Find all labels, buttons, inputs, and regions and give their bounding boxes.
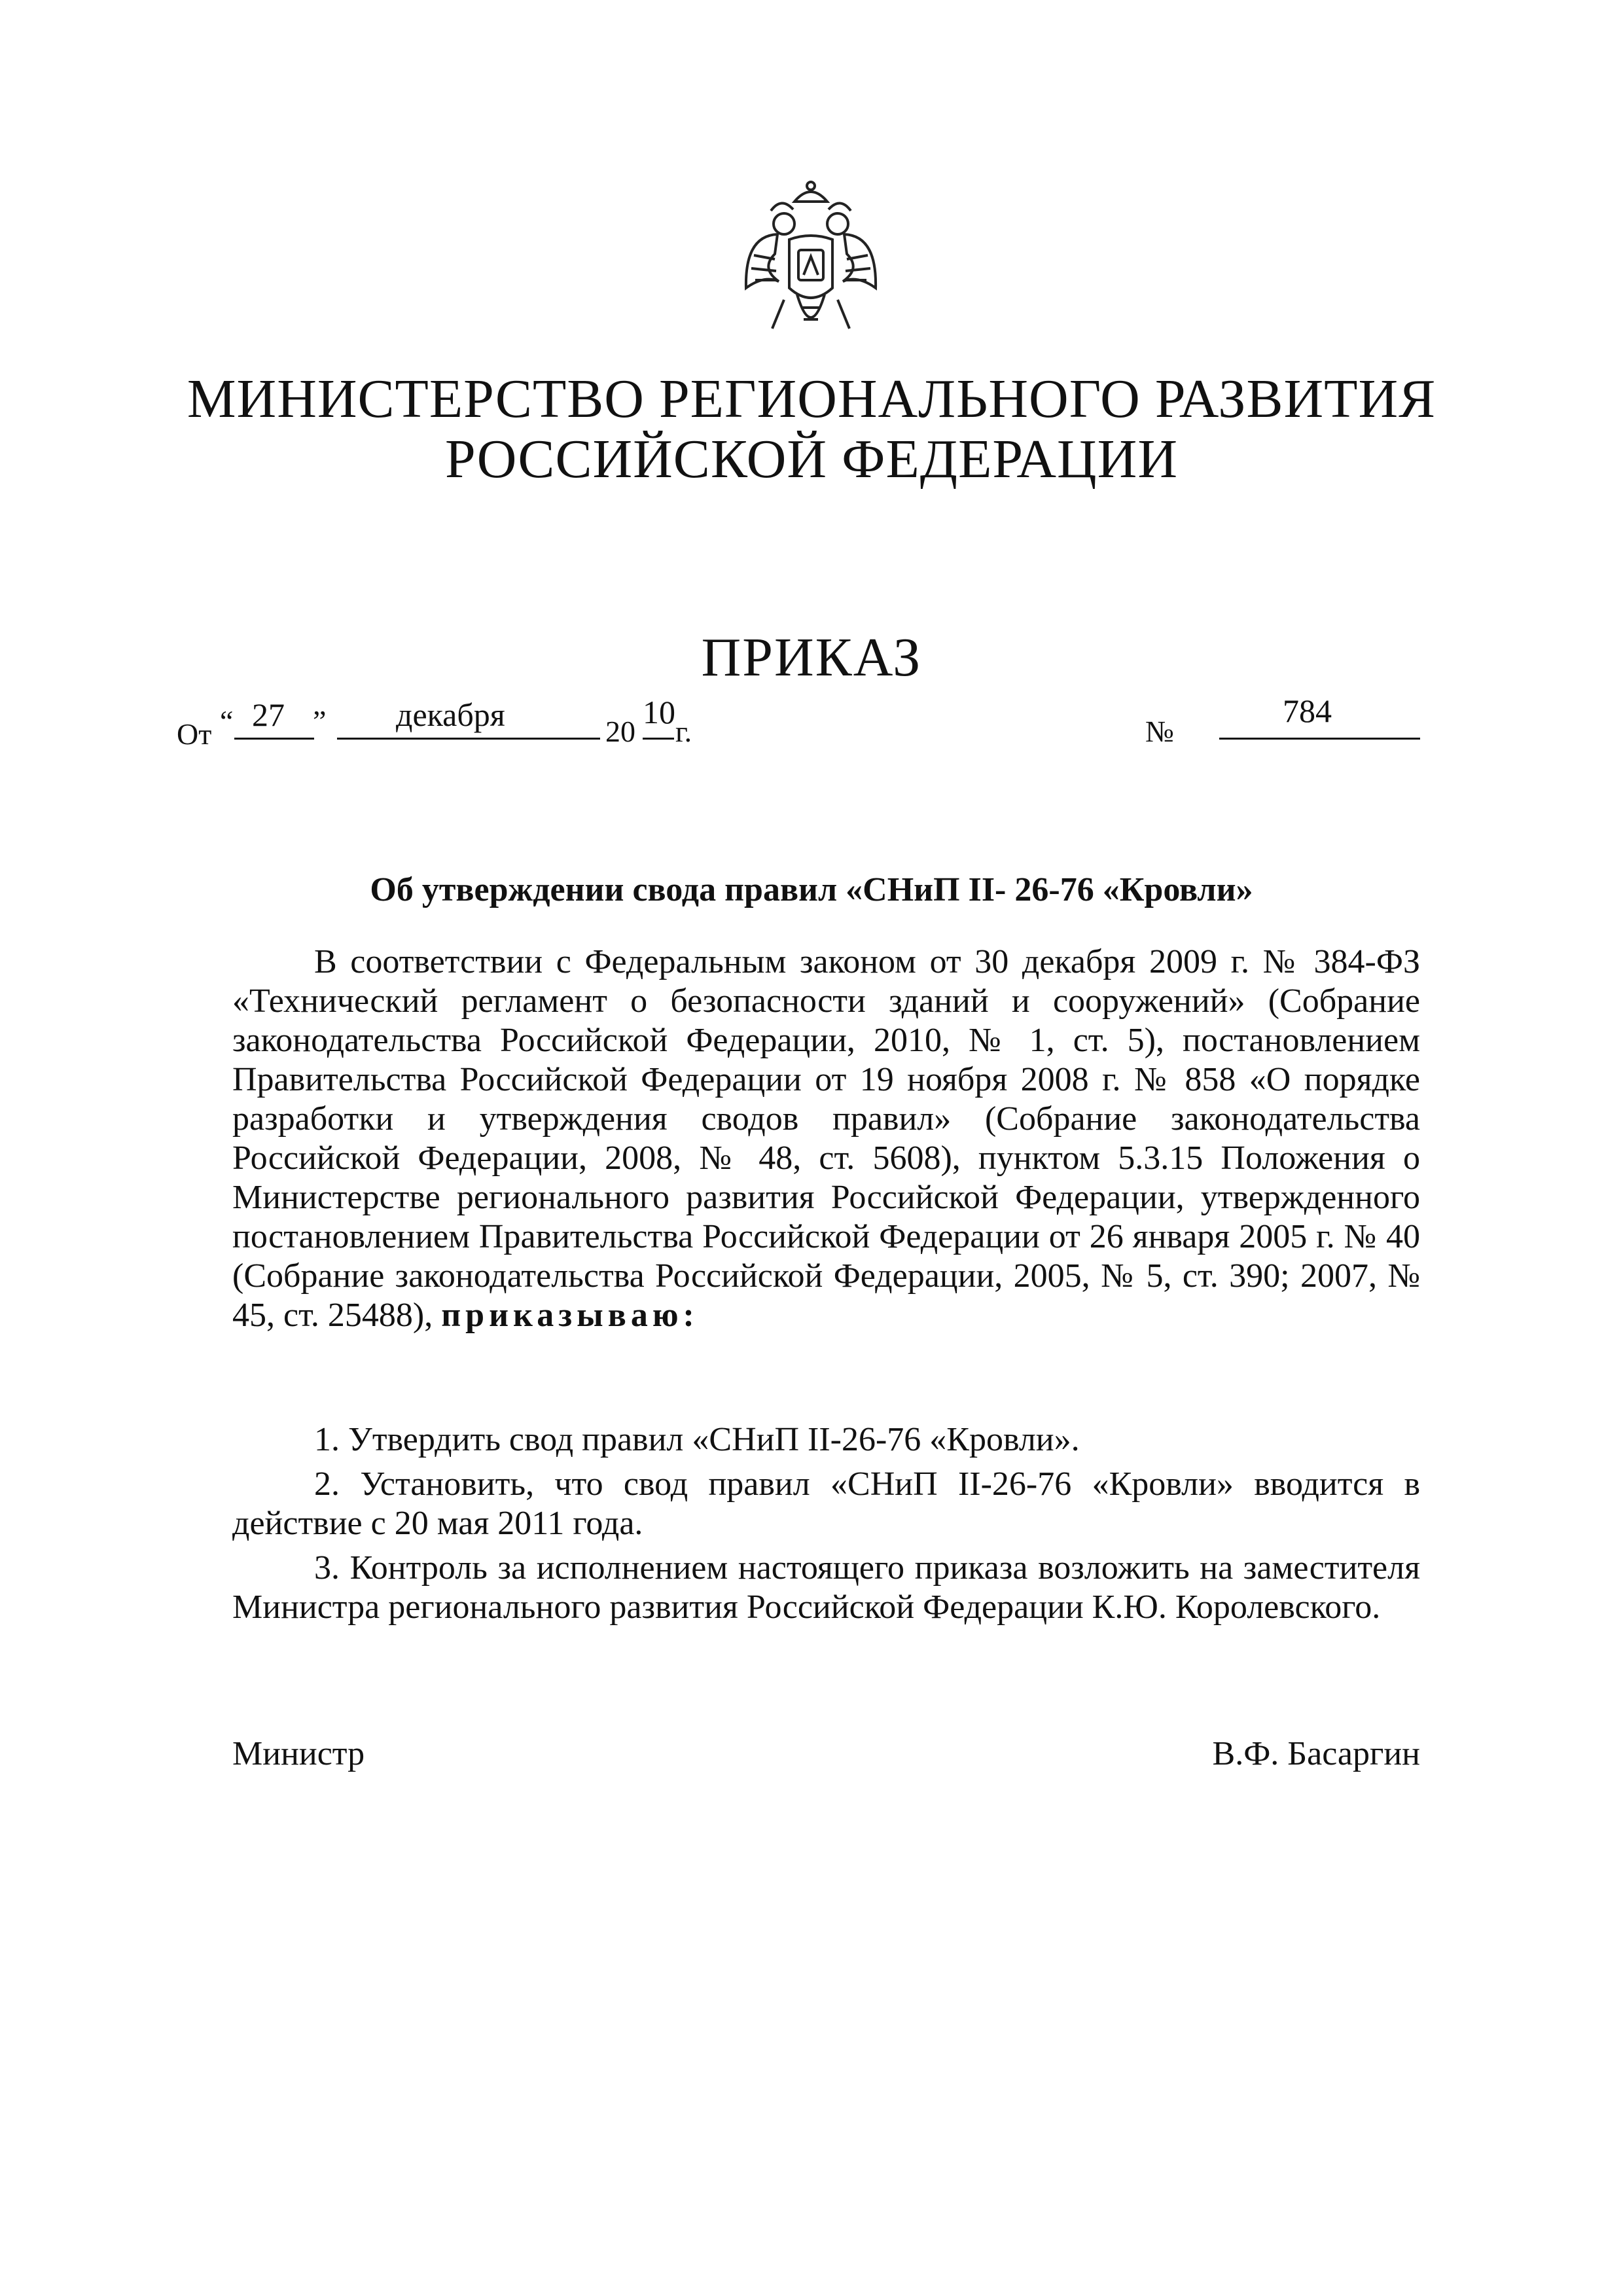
order-subject: Об утверждении свода правил «СНиП II- 26-76 «Кровли»	[370, 871, 1253, 908]
date-day-underline	[234, 738, 314, 740]
order-number: 784	[1283, 692, 1332, 729]
signature-block	[232, 1734, 1420, 1787]
date-quote-open: “	[220, 704, 234, 738]
date-prefix: От	[177, 717, 212, 751]
order-dateline	[177, 691, 1420, 762]
order-title: ПРИКАЗ	[701, 627, 922, 688]
preamble-text: В соответствии с Федеральным законом от 30 декабря 2009 г. № 384-ФЗ «Технический регламент о безопасности зданий и сооружений» (Собрание законодательства Российской Федерации, 2010, № 1, ст. 5), постановлением Правительства Российской Федерации от 19 ноября 2008 г. № 858 «О порядке разработки и утверждения сводов правил» (Собрание законодательства Российской Федерации, 2008, № 48, ст. 5608), пунктом 5.3.15 Положения о Министерстве регионального развития Российской Федерации, утвержденного постановлением Правительства Российской Федерации от 26 января 2005 г. № 40 (Собрание законодательства Российской Федерации, 2005, № 5, ст. 390; 2007, № 45, ст. 25488),	[232, 943, 1420, 1334]
date-month: декабря	[396, 696, 505, 733]
order-item-1: 1. Утвердить свод правил «СНиП II-26-76 «Кровли».	[314, 1421, 1080, 1458]
date-year-prefix: 20	[605, 715, 635, 748]
signature-position: Министр	[232, 1735, 365, 1772]
order-item-3: 3. Контроль за исполнением настоящего приказа возложить на заместителя Министра регионального развития Российской Федерации К.Ю. Королевского.	[232, 1549, 1420, 1626]
order-item-2: 2. Установить, что свод правил «СНиП II-26-76 «Кровли» вводится в действие с 20 мая 2011 года.	[232, 1465, 1420, 1542]
signature-name: В.Ф. Басаргин	[1212, 1735, 1420, 1772]
order-items	[232, 1420, 1420, 1632]
ministry-name-line1: МИНИСТЕРСТВО РЕГИОНАЛЬНОГО РАЗВИТИЯ	[187, 368, 1436, 429]
date-month-underline	[337, 738, 600, 740]
date-year-underline	[643, 738, 674, 740]
date-day: 27	[252, 696, 285, 733]
order-number-label: №	[1145, 715, 1174, 748]
date-year-suffix: 10	[643, 694, 675, 730]
date-year-abbr: г.	[675, 715, 692, 748]
preamble-paragraph	[232, 942, 1420, 1335]
order-word: приказываю:	[441, 1297, 699, 1334]
date-quote-close: ”	[313, 704, 327, 738]
ministry-name-line2: РОССИЙСКОЙ ФЕДЕРАЦИИ	[445, 429, 1178, 490]
russian-coat-of-arms-icon	[738, 177, 883, 342]
order-number-underline	[1219, 738, 1420, 740]
